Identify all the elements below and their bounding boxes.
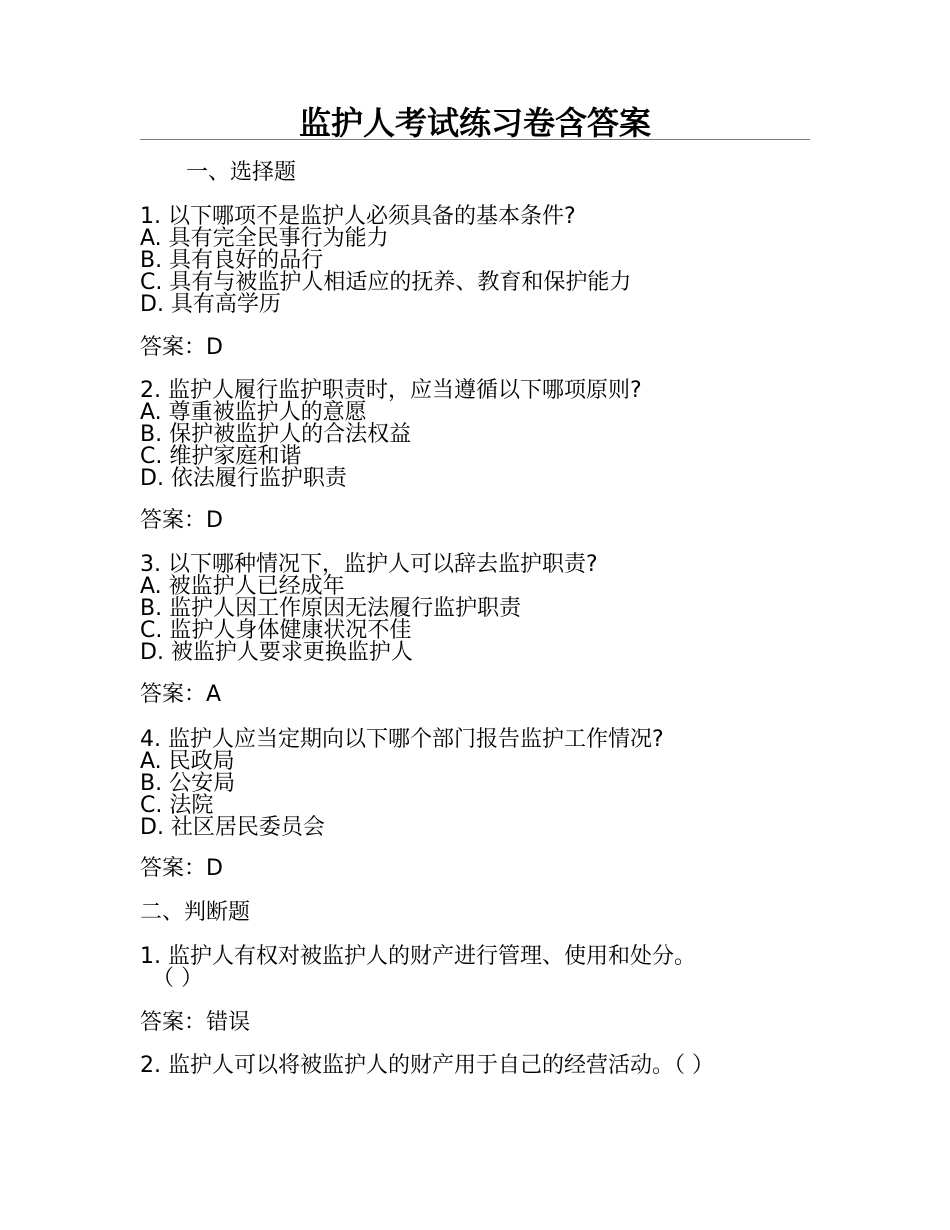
- mc-question-1-option-a: A. 具有完全民事行为能力: [140, 226, 389, 251]
- page-title: 监护人考试练习卷含答案: [298, 104, 651, 142]
- tf-question-1-answer: 答案：错误: [140, 1010, 251, 1035]
- mc-question-2-option-c: C. 维护家庭和谐: [140, 444, 302, 469]
- mc-question-4-option-b: B. 公安局: [140, 771, 236, 796]
- mc-question-3-option-c: C. 监护人身体健康状况不佳: [140, 618, 412, 643]
- mc-question-4-option-c: C. 法院: [140, 793, 214, 818]
- mc-question-1-option-d: D. 具有高学历: [140, 292, 281, 317]
- mc-question-3-option-b: B. 监护人因工作原因无法履行监护职责: [140, 596, 522, 621]
- mc-question-1-option-b: B. 具有良好的品行: [140, 248, 324, 273]
- mc-question-2-option-b: B. 保护被监护人的合法权益: [140, 422, 412, 447]
- mc-question-2: 2. 监护人履行监护职责时，应当遵循以下哪项原则?: [140, 378, 642, 403]
- mc-question-2-answer: 答案：D: [140, 508, 223, 533]
- mc-question-1-answer: 答案：D: [140, 335, 223, 360]
- section-heading-true-false: 二、判断题: [140, 900, 251, 925]
- mc-question-3: 3. 以下哪种情况下，监护人可以辞去监护职责?: [140, 552, 598, 577]
- section-heading-multiple-choice: 一、选择题: [186, 160, 297, 185]
- mc-question-4: 4. 监护人应当定期向以下哪个部门报告监护工作情况?: [140, 727, 664, 752]
- mc-question-4-option-a: A. 民政局: [140, 749, 235, 774]
- mc-question-2-option-a: A. 尊重被监护人的意愿: [140, 400, 367, 425]
- tf-question-2: 2. 监护人可以将被监护人的财产用于自己的经营活动。（ ）: [140, 1053, 714, 1078]
- mc-question-3-option-d: D. 被监护人要求更换监护人: [140, 640, 413, 665]
- mc-question-1-option-c: C. 具有与被监护人相适应的抚养、教育和保护能力: [140, 270, 632, 295]
- mc-question-4-option-d: D. 社区居民委员会: [140, 815, 325, 840]
- title-underline: [140, 139, 810, 140]
- tf-question-1-blank: （ ）: [152, 966, 203, 991]
- mc-question-4-answer: 答案：D: [140, 856, 223, 881]
- mc-question-1: 1. 以下哪项不是监护人必须具备的基本条件?: [140, 204, 576, 229]
- mc-question-3-option-a: A. 被监护人已经成年: [140, 574, 345, 599]
- mc-question-2-option-d: D. 依法履行监护职责: [140, 466, 347, 491]
- tf-question-1: 1. 监护人有权对被监护人的财产进行管理、使用和处分。: [140, 944, 696, 969]
- mc-question-3-answer: 答案：A: [140, 682, 222, 707]
